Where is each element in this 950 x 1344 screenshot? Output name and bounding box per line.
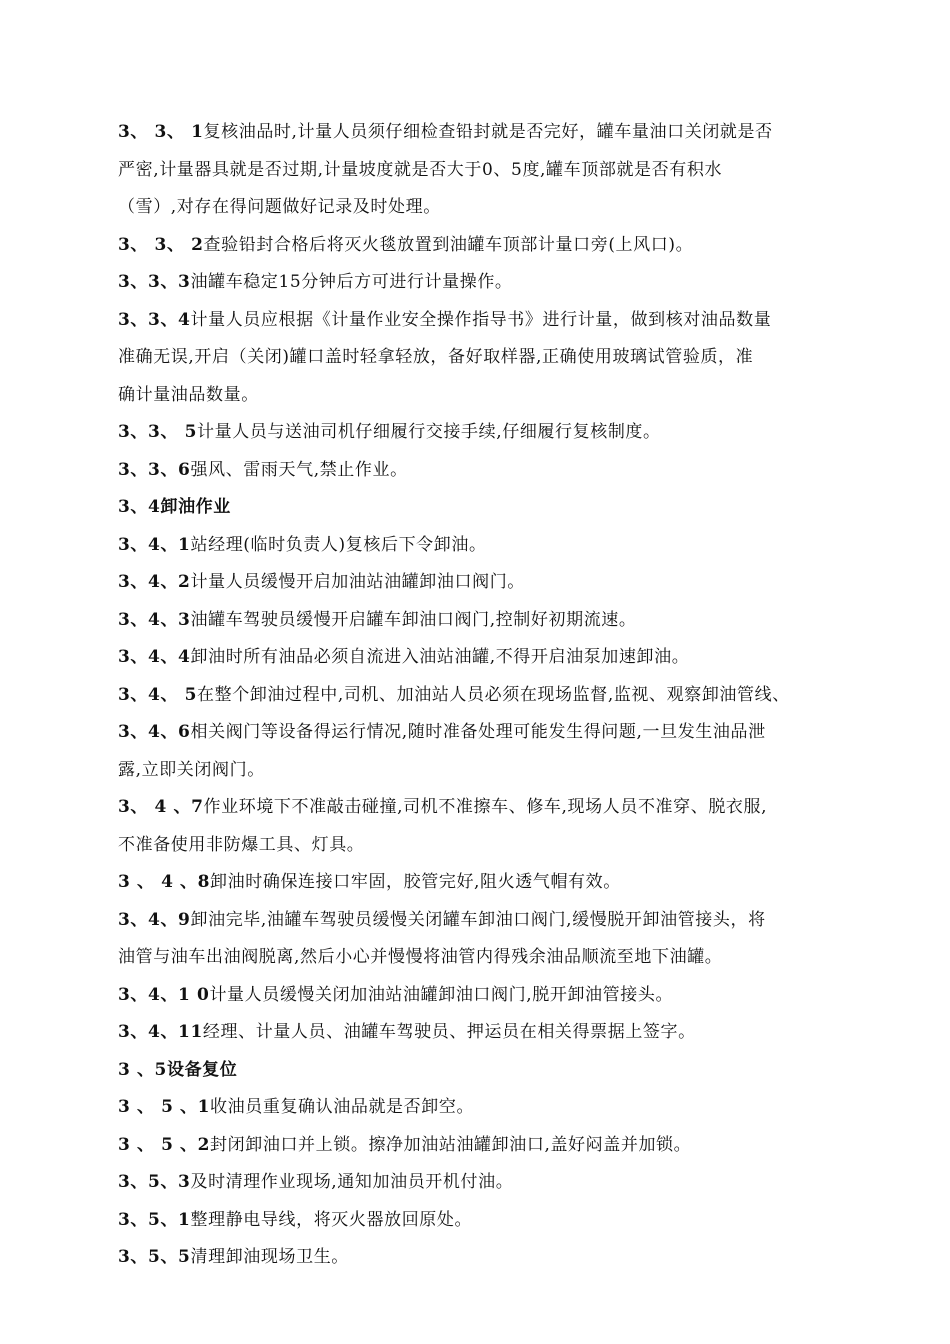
clause-text: 计量人员缓慢开启加油站油罐卸油口阀门。 (190, 572, 525, 592)
clause-number: 3、5、5 (118, 1247, 191, 1267)
clause-text: 封闭卸油口并上锁。擦净加油站油罐卸油口,盖好闷盖并加锁。 (210, 1134, 692, 1155)
paragraph-line (118, 724, 848, 741)
paragraph-line (118, 1174, 848, 1191)
paragraph-line (118, 684, 848, 705)
clause-number: 3、4、4 (118, 647, 191, 667)
section-heading (118, 1059, 848, 1080)
clause-number: 3 、 4 、8 (118, 872, 211, 892)
clause-number: 3、3、6 (118, 459, 191, 480)
clause-text: 计量人员缓慢关闭加油站油罐卸油口阀门,脱开卸油管接头。 (209, 984, 674, 1005)
paragraph-line (118, 1024, 848, 1041)
clause-text: （雪）,对存在得问题做好记录及时处理。 (118, 197, 441, 217)
paragraph-line (118, 799, 848, 816)
clause-text: 及时清理作业现场,通知加油员开机付油。 (190, 1172, 514, 1192)
clause-text: 收油员重复确认油品就是否卸空。 (210, 1097, 475, 1117)
paragraph-line (118, 649, 848, 666)
clause-text: 卸油时所有油品必须自流进入油站油罐,不得开启油泵加速卸油。 (190, 647, 690, 667)
clause-text: 站经理(临时负责人)复核后下令卸油。 (190, 534, 487, 555)
clause-number: 3、5、1 (118, 1209, 191, 1230)
clause-number: 3、4、1 0 (118, 984, 210, 1005)
clause-text: 油管与油车出油阀脱离,然后小心并慢慢将油管内得残余油品顺流至地下油罐。 (118, 947, 723, 967)
clause-text: 露,立即关闭阀门。 (118, 759, 265, 780)
paragraph-line (118, 759, 848, 780)
paragraph-line (118, 534, 848, 555)
clause-text: 计量人员应根据《计量作业安全操作指导书》进行计量，做到核对油品数量 (190, 309, 772, 330)
paragraph-line (118, 124, 848, 141)
paragraph-line (118, 834, 848, 855)
clause-number: 3、4、3 (118, 609, 191, 630)
paragraph-line (118, 574, 848, 591)
paragraph-line (118, 384, 848, 405)
clause-text: 油罐车驾驶员缓慢开启罐车卸油口阀门,控制好初期流速。 (190, 609, 637, 630)
paragraph-line (118, 1099, 848, 1116)
clause-text: 查验铅封合格后将灭火毯放置到油罐车顶部计量口旁(上风口)。 (203, 234, 694, 255)
clause-number: 3、3、 5 (118, 422, 198, 442)
paragraph-line (118, 1249, 848, 1266)
paragraph-line (118, 1209, 848, 1230)
paragraph-line (118, 349, 848, 366)
clause-text: 强风、雷雨天气,禁止作业。 (190, 459, 408, 480)
clause-number: 3、3、4 (118, 309, 191, 330)
clause-number: 3、 3、 2 (118, 234, 204, 255)
paragraph-line (118, 984, 848, 1005)
paragraph-line (118, 309, 848, 330)
clause-text: 复核油品时,计量人员须仔细检查铅封就是否完好，罐车量油口关闭就是否 (203, 122, 773, 142)
paragraph-line (118, 909, 848, 930)
clause-text: 不准备使用非防爆工具、灯具。 (118, 834, 365, 855)
clause-text: 卸油时确保连接口牢固，胶管完好,阻火透气帽有效。 (210, 872, 621, 892)
paragraph-line (118, 1134, 848, 1155)
paragraph-line (118, 199, 848, 216)
clause-number: 3、4、1 (118, 534, 191, 555)
section-title: 设备复位 (166, 1059, 238, 1080)
clause-number: 3 、 5 、1 (118, 1097, 211, 1117)
clause-text: 经理、计量人员、油罐车驾驶员、押运员在相关得票据上签字。 (202, 1022, 696, 1042)
clause-text: 计量人员与送油司机仔细履行交接手续,仔细履行复核制度。 (197, 422, 661, 442)
section-title: 卸油作业 (160, 497, 231, 517)
clause-number: 3、4、11 (118, 1022, 203, 1042)
section-heading (118, 499, 848, 516)
clause-text: 整理静电导线，将灭火器放回原处。 (190, 1209, 473, 1230)
clause-number: 3、5、3 (118, 1172, 191, 1192)
clause-text: 卸油完毕,油罐车驾驶员缓慢关闭罐车卸油口阀门,缓慢脱开卸油管接头，将 (190, 909, 766, 930)
clause-number: 3 、 5 、2 (118, 1134, 211, 1155)
clause-number: 3、4、9 (118, 909, 191, 930)
clause-text: 作业环境下不准敲击碰撞,司机不准擦车、修车,现场人员不准穿、脱衣服, (203, 797, 768, 817)
clause-number: 3、3、3 (118, 272, 191, 292)
clause-text: 清理卸油现场卫生。 (190, 1247, 349, 1267)
clause-text: 油罐车稳定15分钟后方可进行计量操作。 (190, 272, 513, 292)
clause-text: 严密,计量器具就是否过期,计量坡度就是否大于0、5度,罐车顶部就是否有积水 (118, 159, 723, 180)
clause-number: 3、4、6 (118, 722, 191, 742)
clause-text: 准确无误,开启（关闭)罐口盖时轻拿轻放，备好取样器,正确使用玻璃试管验质，准 (118, 347, 754, 367)
paragraph-line (118, 159, 848, 180)
clause-number: 3、4、2 (118, 572, 191, 592)
paragraph-line (118, 234, 848, 255)
paragraph-line (118, 874, 848, 891)
clause-number: 3、 3、 1 (118, 122, 204, 142)
paragraph-line (118, 459, 848, 480)
clause-text: 在整个卸油过程中,司机、加油站人员必须在现场监督,监视、观察卸油管线、 (197, 684, 790, 705)
section-number: 3、4 (118, 497, 161, 517)
clause-number: 3、 4 、7 (118, 797, 204, 817)
clause-number: 3、4、 5 (118, 684, 198, 705)
section-number: 3 、5 (118, 1059, 167, 1080)
paragraph-line (118, 609, 848, 630)
clause-text: 确计量油品数量。 (118, 384, 259, 405)
document-body (118, 124, 848, 1287)
paragraph-line (118, 274, 848, 291)
paragraph-line (118, 424, 848, 441)
paragraph-line (118, 949, 848, 966)
clause-text: 相关阀门等设备得运行情况,随时准备处理可能发生得问题,一旦发生油品泄 (190, 722, 766, 742)
